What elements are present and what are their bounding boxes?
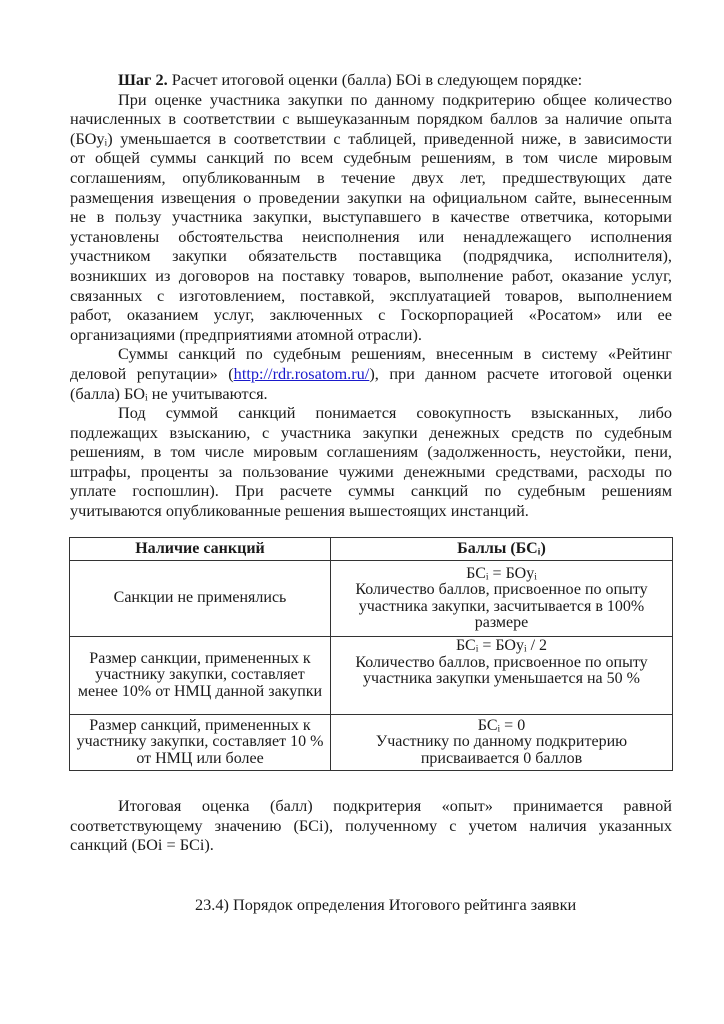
step-2-section [70, 70, 672, 521]
paragraph3-line: штрафы, проценты за пользование чужими денежными средствами, расходы по [70, 461, 672, 481]
description: Количество баллов, присвоенное по опыту участника закупки, засчитывается в 100% размере [355, 581, 648, 631]
text: ), при данном расчете итоговой оценки [369, 363, 672, 383]
formula: БСᵢ = БОyᵢ [466, 564, 537, 582]
paragraph1-line: не в пользу участника закупки, выступавшего в качестве ответчика, которыми [70, 207, 672, 227]
paragraph-2-line: Суммы санкций по судебным решениям, внесенным в систему «Рейтинг [118, 344, 672, 364]
paragraph-1 [70, 90, 672, 345]
paragraph4-line: Итоговая оценка (балл) подкритерия «опыт» принимается равной [118, 796, 672, 815]
column-header: Баллы (БСᵢ) [331, 538, 673, 561]
paragraph1-line: возникших из договоров на поставку товаров, выполнение работ, оказание услуг, [70, 265, 672, 285]
description: Количество баллов, присвоенное по опыту участника закупки уменьшается на 50 % [355, 653, 648, 687]
formula: БСᵢ = 0 [477, 716, 526, 734]
paragraph1-line: соглашениям, опубликованным в течение двух лет, предшествующих дате [70, 167, 672, 187]
table-row [70, 637, 673, 715]
step-label: Шаг 2. [118, 70, 168, 89]
paragraph-2-line: (балла) БОᵢ не учитываются. [70, 383, 268, 403]
paragraph1-line: начисленных в соответствии с вышеуказанным порядком баллов за наличие опыта [70, 109, 672, 129]
paragraph1-line: организациями (предприятиями атомной отрасли). [70, 324, 422, 344]
paragraph1-line: участником закупки обязательств поставщика (подрядчика, исполнителя), [70, 246, 672, 266]
paragraph1-line: работ, оказанием услуг, заключенных с Госкорпорацией «Росатом» или ее [70, 305, 672, 325]
paragraph1-line: установлены обстоятельства неисполнения или ненадлежащего исполнения [70, 226, 672, 246]
section-heading: 23.4) Порядок определения Итогового рейтинга заявки [195, 895, 577, 914]
paragraph-4 [70, 796, 672, 855]
paragraph1-line: размещения извещения о проведении закупки на официальном сайте, вынесенным [70, 187, 672, 207]
paragraph1-line: При оценке участника закупки по данному подкритерию общее количество [118, 89, 672, 109]
table-header-row [70, 538, 673, 561]
paragraph3-line: Под суммой санкций понимается совокупность взысканных, либо [118, 403, 672, 423]
paragraph3-line: решениям, в том числе мировым соглашениям (задолженность, неустойки, пени, [70, 442, 672, 462]
points-cell [331, 715, 673, 771]
step-heading [70, 70, 672, 90]
condition-cell: Размер санкций, примененных к участнику закупки, составляет 10 % от НМЦ или более [70, 715, 331, 771]
paragraph3-line: уплате госпошлин). При расчете суммы санкций по судебным решениям [70, 481, 672, 501]
paragraph-2-line [70, 364, 672, 384]
paragraph4-line: санкций (БОi = БСi). [70, 835, 214, 855]
paragraph-2 [70, 344, 672, 403]
text: деловой репутации» ( [70, 363, 234, 383]
condition-cell: Санкции не применялись [70, 561, 331, 637]
paragraph1-line: (БОyᵢ) уменьшается в соответствии с таблицей, приведенной ниже, в зависимости [70, 128, 672, 148]
sanctions-table [69, 537, 673, 771]
table-row [70, 561, 673, 637]
paragraph3-line: подлежащих взысканию, с участника закупки денежных средств по судебным [70, 422, 672, 442]
rating-link[interactable]: http://rdr.rosatom.ru/ [233, 363, 370, 383]
paragraph3-line: учитываются опубликованные решения вышестоящих инстанций. [70, 501, 529, 521]
paragraph4-line: соответствующему значению (БСi), полученному с учетом наличия указанных [70, 815, 672, 835]
points-cell [331, 637, 673, 715]
paragraph-3 [70, 403, 672, 521]
description: Участнику по данному подкритерию присваивается 0 баллов [375, 733, 628, 767]
step-text: Расчет итоговой оценки (балла) БОi в следующем порядке: [167, 70, 583, 89]
points-cell [331, 561, 673, 637]
table-row [70, 715, 673, 771]
formula: БСᵢ = БОyᵢ / 2 [455, 637, 548, 654]
paragraph1-line: связанных с изготовлением, поставкой, эксплуатацией товаров, выполнением [70, 285, 672, 305]
condition-cell: Размер санкции, примененных к участнику закупки, составляет менее 10% от НМЦ данной закупки [70, 637, 331, 715]
paragraph1-line: от общей суммы санкций по всем судебным решениям, в том числе мировым [70, 148, 672, 168]
column-header: Наличие санкций [70, 538, 331, 561]
